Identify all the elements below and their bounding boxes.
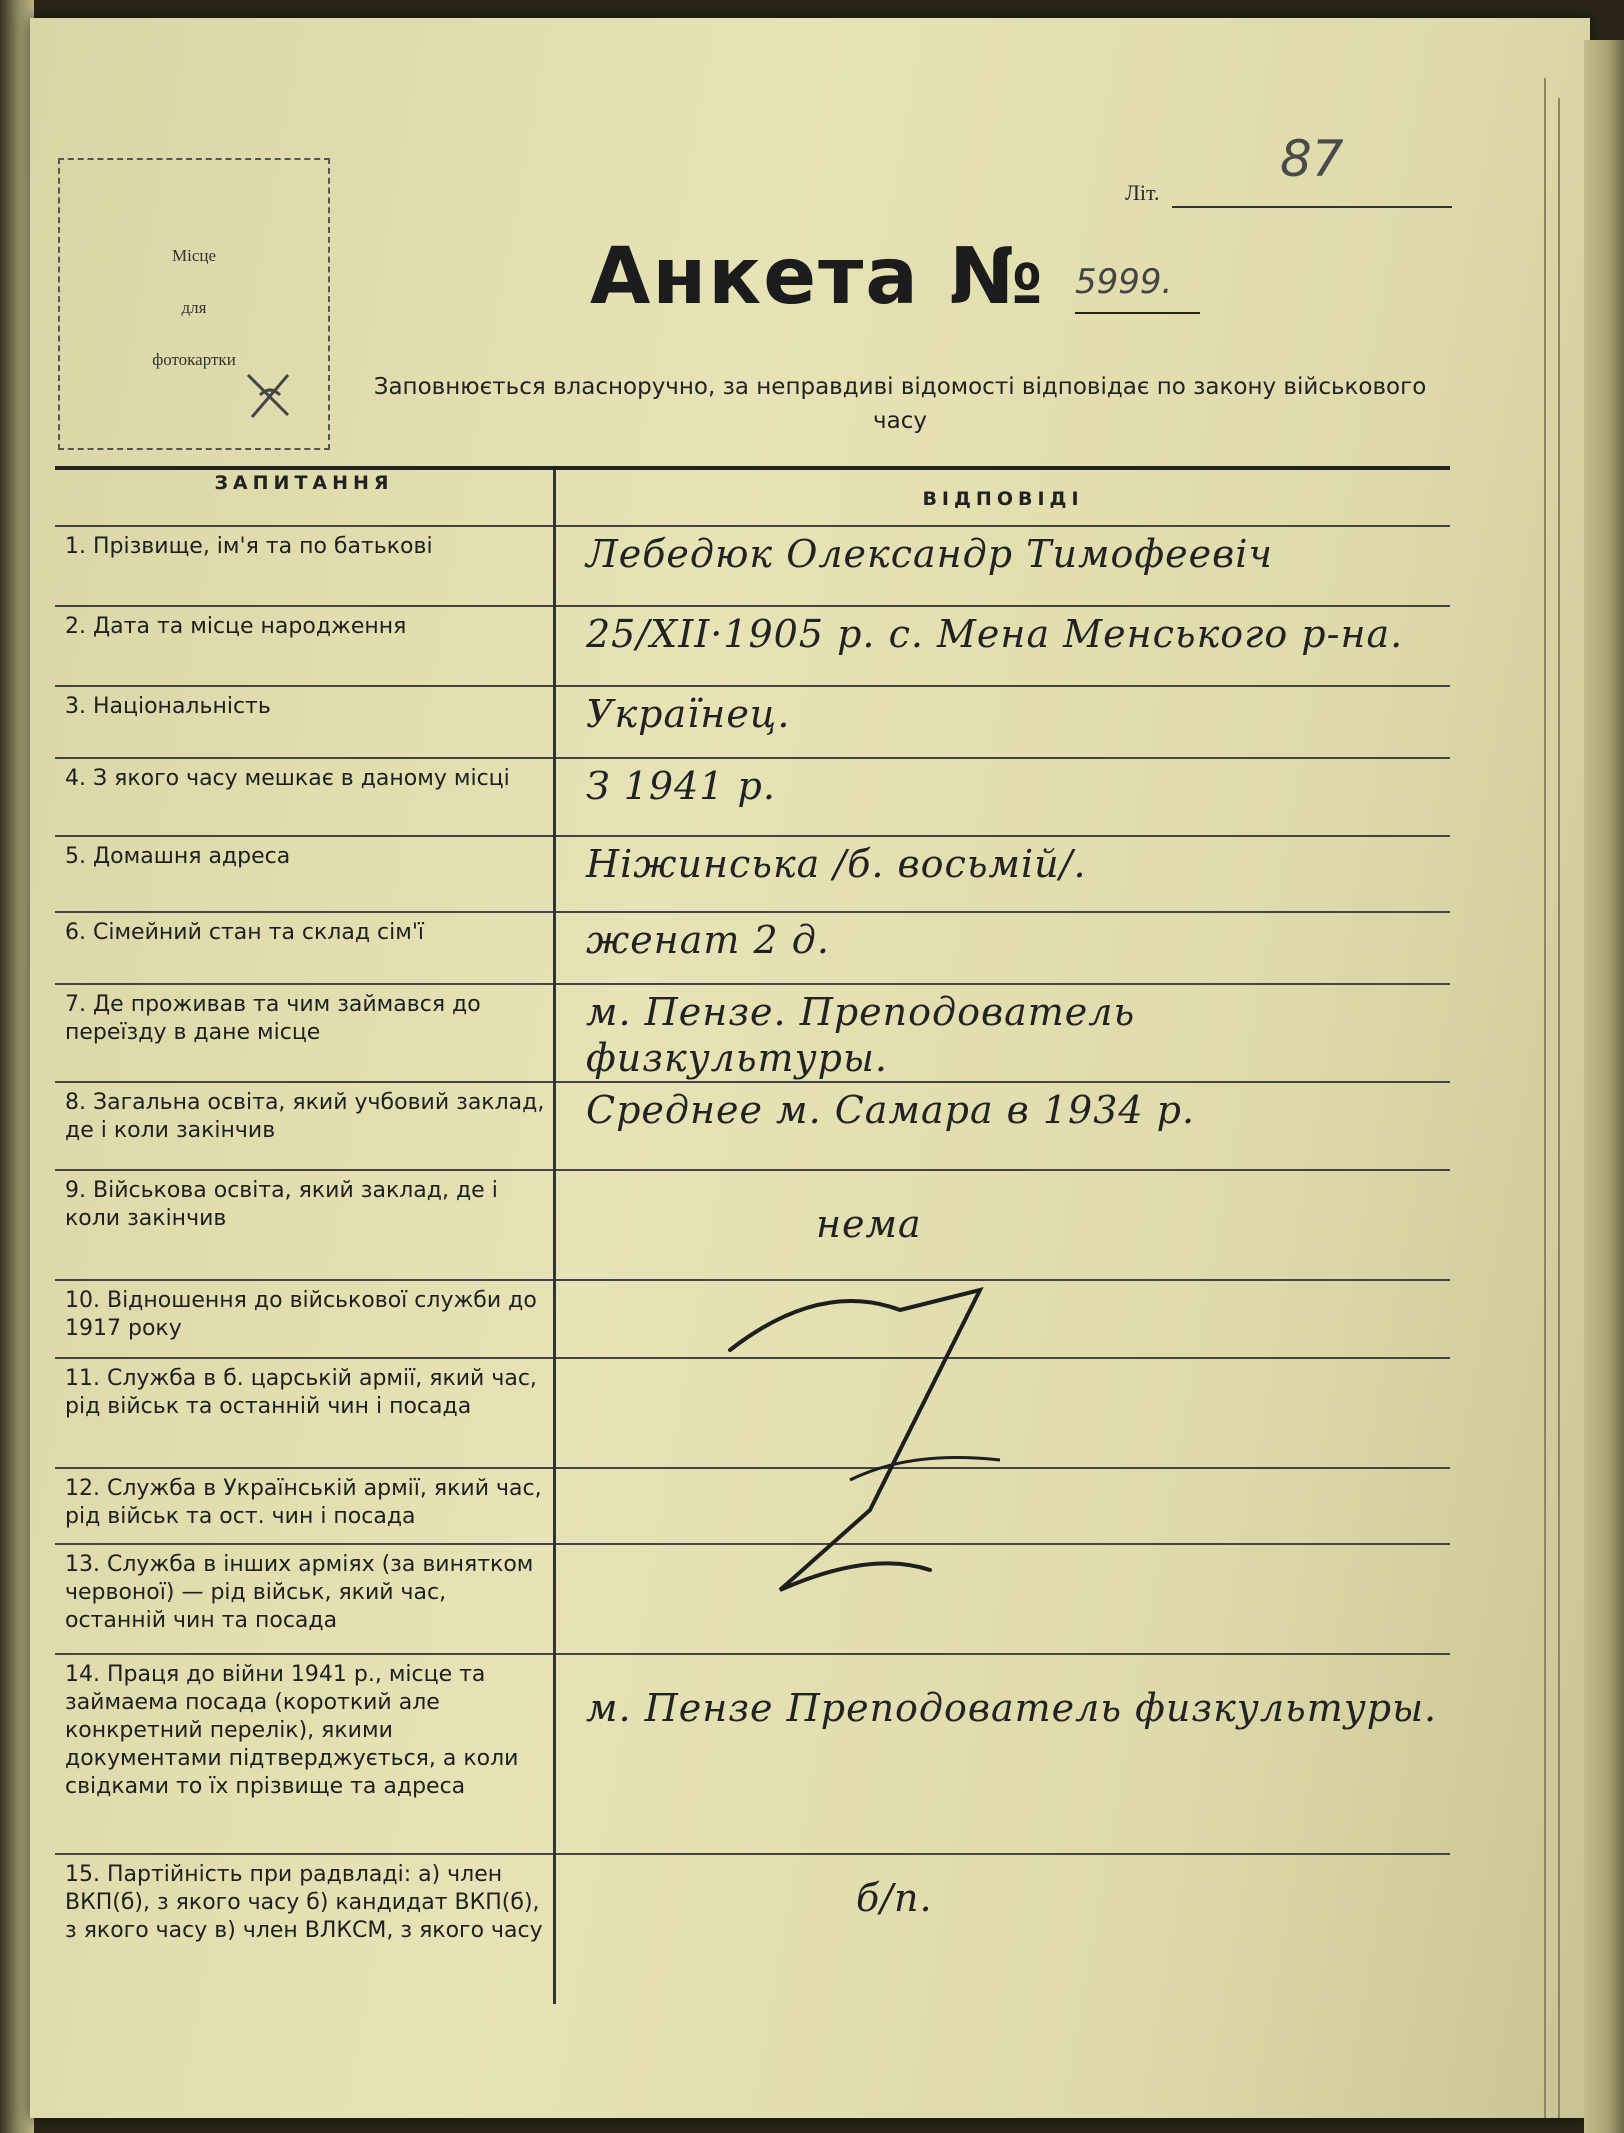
- answer-text: З 1941 р.: [555, 758, 1451, 836]
- questions-header: ЗАПИТАННЯ: [55, 468, 555, 526]
- table-row: [55, 912, 1450, 984]
- table-row: [55, 984, 1450, 1082]
- table-row: [55, 758, 1450, 836]
- table-row: [55, 1654, 1450, 1854]
- table-row: [55, 606, 1450, 686]
- table-row: [55, 1854, 1450, 2004]
- answer-text: нема: [555, 1170, 1451, 1280]
- table-row: [55, 836, 1450, 912]
- answer-text: Ніжинська /б. восьмій/.: [555, 836, 1451, 912]
- form-number-underline: [1075, 312, 1200, 314]
- answer-text: женат 2 д.: [555, 912, 1451, 984]
- question-text: 9. Військова освіта, який заклад, де і коли закінчив: [55, 1170, 555, 1280]
- answer-text: Среднее м. Самара в 1934 р.: [555, 1082, 1451, 1170]
- question-text: 1. Прізвище, ім'я та по батькові: [55, 526, 555, 606]
- page-edge: [1544, 78, 1546, 2118]
- question-text: 15. Партійність при радвладі: а) член ВКП(б), з якого часу б) кандидат ВКП(б), з якого часу в) член ВЛКСМ, з якого часу: [55, 1854, 555, 2004]
- answer-text: м. Пензе. Преподователь физкультуры.: [555, 984, 1451, 1082]
- stacked-pages-edge: [1584, 40, 1624, 2133]
- question-text: 3. Національність: [55, 686, 555, 758]
- question-text: 8. Загальна освіта, який учбовий заклад, де і коли закінчив: [55, 1082, 555, 1170]
- table-row: [55, 526, 1450, 606]
- table-row: [55, 686, 1450, 758]
- photo-mark: [240, 365, 300, 425]
- form-subtitle: Заповнюється власноручно, за неправдиві відомості відповідає по закону військового часу: [373, 374, 1427, 434]
- question-text: 12. Служба в Українській армії, який час, рід військ та ост. чин і посада: [55, 1468, 555, 1544]
- photo-label-1: Місце: [171, 246, 217, 265]
- z-line-strike: [700, 1250, 1020, 1610]
- photo-label-2: для: [181, 298, 207, 317]
- question-text: 4. З якого часу мешкає в даному місці: [55, 758, 555, 836]
- form-number: 5999.: [1075, 262, 1173, 302]
- questionnaire-table: [55, 466, 1450, 2004]
- answer-text: Українец.: [555, 686, 1451, 758]
- page-edge: [1558, 98, 1560, 2118]
- question-text: 11. Служба в б. царській армії, який час, рід військ та останній чин і посада: [55, 1358, 555, 1468]
- question-text: 13. Служба в інших арміях (за винятком червоної) — рід військ, який час, останній чин та посада: [55, 1544, 555, 1654]
- table-row: [55, 1082, 1450, 1170]
- question-text: 7. Де проживав та чим займався до переїзду в дане місце: [55, 984, 555, 1082]
- answer-text: б/п.: [856, 1876, 933, 1920]
- lit-underline: [1172, 206, 1452, 208]
- answer-text: 25/XII·1905 р. с. Мена Менського р-на.: [555, 606, 1451, 686]
- answer-text: Лебедюк Олександр Тимофеевіч: [555, 526, 1451, 606]
- lit-label: Літ.: [1125, 180, 1160, 205]
- question-text: 6. Сімейний стан та склад сім'ї: [55, 912, 555, 984]
- answers-header: ВІДПОВІДІ: [555, 468, 1451, 526]
- question-text: 10. Відношення до військової служби до 1917 року: [55, 1280, 555, 1358]
- question-text: 14. Праця до війни 1941 р., місце та займаема посада (короткий але конкретний перелік), якими документами підтверджується, а коли свідками то їх прізвище та адреса: [55, 1654, 555, 1854]
- question-text: 2. Дата та місце народження: [55, 606, 555, 686]
- form-title: Анкета №: [590, 232, 1045, 322]
- question-text: 5. Домашня адреса: [55, 836, 555, 912]
- lit-number: 87: [1280, 130, 1344, 188]
- answer-text: м. Пензе Преподователь физкультуры.: [555, 1654, 1451, 1854]
- photo-label-3: фотокартки: [152, 350, 236, 369]
- table-header: [55, 468, 1450, 526]
- binding-edge: [0, 0, 34, 2133]
